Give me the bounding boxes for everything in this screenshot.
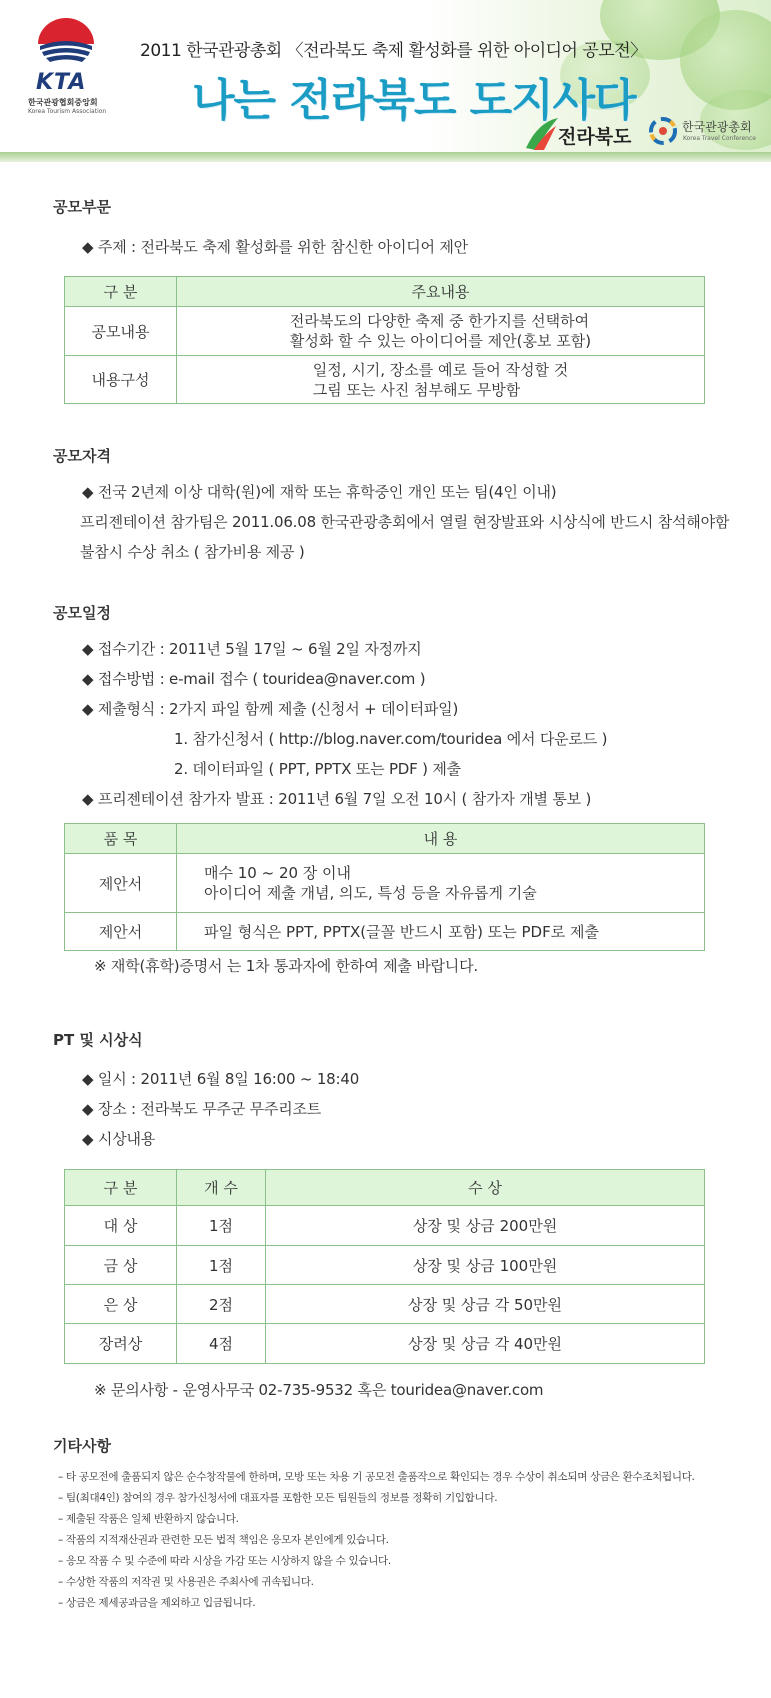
contact-info: ※ 문의사항 - 운영사무국 02-735-9532 혹은 touridea@naver.com <box>94 1381 544 1399</box>
table-cell-line: 아이디어 제출 개념, 의도, 특성 등을 자유롭게 기술 <box>204 884 537 902</box>
category-table <box>64 276 705 404</box>
table-row <box>65 853 704 912</box>
award-count: 1점 <box>176 1206 265 1245</box>
table-header-row <box>65 824 704 853</box>
kta-name-korean: 한국관광협회중앙회 <box>28 98 98 107</box>
table-cell-content <box>176 913 704 950</box>
etc-note: – 작품의 지적재산권과 관련한 모든 법적 책임은 응모자 본인에게 있습니다. <box>58 1534 389 1546</box>
table-cell-label: 제안서 <box>98 874 143 893</box>
table-header-cell: 내 용 <box>176 824 704 853</box>
table-cell-line: 활성화 할 수 있는 아이디어를 제안(홍보 포함) <box>289 332 592 350</box>
table-cell-content <box>176 854 704 912</box>
table-header-cell: 품 목 <box>103 830 138 848</box>
section-title-etc: 기타사항 <box>53 1437 111 1455</box>
table-cell-content <box>176 307 704 355</box>
table-header-cell: 구 분 <box>103 1179 138 1197</box>
section-title-schedule: 공모일정 <box>53 604 111 622</box>
schedule-note: ※ 재학(휴학)증명서 는 1차 통과자에 한하여 제출 바랍니다. <box>94 957 478 975</box>
eligibility-line: 프리젠테이션 참가팀은 2011.06.08 한국관광총회에서 열릴 현장발표와 시상식에 반드시 참석해야함 <box>80 513 730 531</box>
table-header-cell: 수 상 <box>265 1170 704 1205</box>
eligibility-line: 불참시 수상 취소 ( 참가비용 제공 ) <box>80 543 305 561</box>
schedule-period: ◆ 접수기간 : 2011년 5월 17일 ~ 6월 2일 자정까지 <box>82 640 422 658</box>
eligibility-line: ◆ 전국 2년제 이상 대학(원)에 재학 또는 휴학중인 개인 또는 팀(4인 이내) <box>82 483 557 501</box>
contest-subtitle: 2011 한국관광총회 〈전라북도 축제 활성화를 위한 아이디어 공모전〉 <box>140 41 647 61</box>
table-row <box>65 355 704 403</box>
award-count: 4점 <box>176 1324 265 1363</box>
etc-note: – 상금은 제세공과금을 제외하고 입금됩니다. <box>58 1597 256 1609</box>
award-count: 2점 <box>176 1285 265 1323</box>
table-cell-line: 일정, 시기, 장소를 예로 들어 작성할 것 <box>312 360 569 379</box>
category-theme: ◆ 주제 : 전라북도 축제 활성화를 위한 참신한 아이디어 제안 <box>82 238 468 256</box>
award-rank: 대 상 <box>103 1217 138 1235</box>
etc-note: – 수상한 작품의 저작권 및 사용권은 주최사에 귀속됩니다. <box>58 1576 314 1588</box>
award-rank: 금 상 <box>103 1256 138 1275</box>
table-cell-label: 제안서 <box>98 923 143 941</box>
table-row <box>65 1284 704 1323</box>
award-rank: 장려상 <box>98 1335 143 1353</box>
table-header-cell: 개 수 <box>176 1170 265 1205</box>
schedule-format-item: 1. 참가신청서 ( http://blog.naver.com/touridea 에서 다운로드 ) <box>174 730 608 748</box>
etc-note: – 응모 작품 수 및 수준에 따라 시상을 가감 또는 시상하지 않을 수 있습니다. <box>58 1555 391 1567</box>
awards-table <box>64 1169 705 1364</box>
section-title-category: 공모부문 <box>53 198 111 216</box>
awards-datetime: ◆ 일시 : 2011년 6월 8일 16:00 ~ 18:40 <box>82 1070 360 1088</box>
award-count: 1점 <box>176 1246 265 1284</box>
table-header-row <box>65 1170 704 1205</box>
section-title-awards: PT 및 시상식 <box>53 1031 143 1049</box>
ktc-emblem-icon <box>647 115 679 147</box>
table-cell-label: 공모내용 <box>91 322 150 341</box>
schedule-format-item: 2. 데이터파일 ( PPT, PPTX 또는 PDF ) 제출 <box>174 760 461 778</box>
schedule-format: ◆ 제출형식 : 2가지 파일 함께 제출 (신청서 + 데이터파일) <box>82 700 459 718</box>
table-header-cell: 주요내용 <box>176 277 704 306</box>
award-rank: 은 상 <box>103 1295 138 1314</box>
award-prize: 상장 및 상금 200만원 <box>265 1206 704 1245</box>
award-prize: 상장 및 상금 각 40만원 <box>265 1324 704 1363</box>
table-cell-line: 파일 형식은 PPT, PPTX(글꼴 반드시 포함) 또는 PDF로 제출 <box>204 922 599 941</box>
awards-content: ◆ 시상내용 <box>82 1130 156 1148</box>
table-cell-line: 전라북도의 다양한 축제 중 한가지를 선택하여 <box>289 312 590 330</box>
etc-note: – 제출된 작품은 일체 반환하지 않습니다. <box>58 1513 239 1525</box>
table-cell-content <box>176 356 704 403</box>
schedule-announce: ◆ 프리젠테이션 참가자 발표 : 2011년 6월 7일 오전 10시 ( 참가자 개별 통보 ) <box>82 790 592 808</box>
table-row <box>65 1323 704 1363</box>
schedule-method: ◆ 접수방법 : e-mail 접수 ( touridea@naver.com ) <box>82 670 426 688</box>
kta-logo-text: KTA <box>36 70 87 95</box>
table-header-row <box>65 277 704 306</box>
table-row <box>65 1205 704 1245</box>
section-title-eligibility: 공모자격 <box>53 447 111 465</box>
table-row <box>65 912 704 950</box>
table-row <box>65 306 704 355</box>
submission-table <box>64 823 705 951</box>
kta-name-english: Korea Tourism Association <box>28 108 107 115</box>
etc-note: – 팀(최대4인) 참여의 경우 참가신청서에 대표자를 포함한 모든 팀원들의 정보를 정확히 기입합니다. <box>58 1492 498 1504</box>
table-cell-line: 그림 또는 사진 첨부해도 무방함 <box>312 380 521 399</box>
ktc-name-korean: 한국관광총회 <box>682 120 752 134</box>
etc-note: – 타 공모전에 출품되지 않은 순수창작물에 한하며, 모방 또는 차용 기 공모전 출품작으로 확인되는 경우 수상이 취소되며 상금은 환수조치됩니다. <box>58 1471 695 1483</box>
table-cell-label: 내용구성 <box>91 371 150 389</box>
award-prize: 상장 및 상금 각 50만원 <box>265 1285 704 1323</box>
ktc-name-english: Korea Travel Conference <box>683 135 756 142</box>
table-header-cell: 구 분 <box>103 283 138 301</box>
kta-emblem-icon <box>34 14 98 70</box>
awards-place: ◆ 장소 : 전라북도 무주군 무주리조트 <box>82 1100 322 1118</box>
header-divider <box>0 152 771 162</box>
award-prize: 상장 및 상금 100만원 <box>265 1246 704 1284</box>
jeonbuk-logo-text: 전라북도 <box>558 126 632 148</box>
header-banner <box>0 0 771 162</box>
contest-title: 나는 전라북도 도지사다 <box>192 75 636 126</box>
table-cell-line: 매수 10 ~ 20 장 이내 <box>204 864 352 882</box>
table-row <box>65 1245 704 1284</box>
